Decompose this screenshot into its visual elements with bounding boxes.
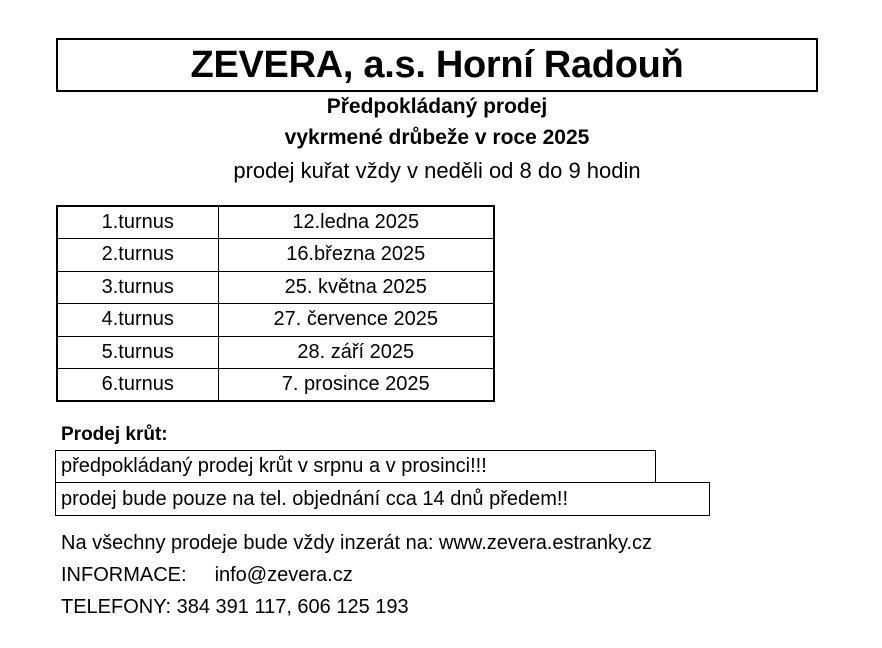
subtitle-line-1: Předpokládaný prodej xyxy=(326,95,548,118)
turnus-cell: 4.turnus xyxy=(57,304,218,337)
table-row xyxy=(57,239,494,272)
info-email: info@zevera.cz xyxy=(214,564,353,586)
company-title-text: ZEVERA, a.s. Horní Radouň xyxy=(190,43,684,86)
date-cell: 27. července 2025 xyxy=(218,304,494,337)
subtitle-line-3: prodej kuřat vždy v neděli od 8 do 9 hodin xyxy=(233,158,641,183)
table-row xyxy=(57,369,494,402)
schedule-table xyxy=(56,205,495,402)
date-cell: 12.ledna 2025 xyxy=(218,206,494,239)
turnus-cell: 6.turnus xyxy=(57,369,218,402)
info-label: INFORMACE: xyxy=(61,564,187,586)
date-cell: 16.března 2025 xyxy=(218,239,494,272)
turkey-sale-label: Prodej krůt: xyxy=(61,424,168,445)
turnus-cell: 3.turnus xyxy=(57,271,218,304)
company-title xyxy=(56,38,818,92)
turnus-cell: 5.turnus xyxy=(57,336,218,369)
phones-line: TELEFONY: 384 391 117, 606 125 193 xyxy=(61,596,409,618)
table-row xyxy=(57,336,494,369)
table-row xyxy=(57,271,494,304)
table-row xyxy=(57,206,494,239)
table-row xyxy=(57,304,494,337)
date-cell: 7. prosince 2025 xyxy=(218,369,494,402)
subtitle-line-2: vykrmené drůbeže v roce 2025 xyxy=(284,126,590,149)
date-cell: 28. září 2025 xyxy=(218,336,494,369)
date-cell: 25. května 2025 xyxy=(218,271,494,304)
website-line: Na všechny prodeje bude vždy inzerát na: www.zevera.estranky.cz xyxy=(61,532,653,554)
info-line xyxy=(61,564,353,587)
turnus-cell: 2.turnus xyxy=(57,239,218,272)
turnus-cell: 1.turnus xyxy=(57,206,218,239)
turkey-note-1: předpokládaný prodej krůt v srpnu a v prosinci!!! xyxy=(55,450,656,483)
turkey-note-2: prodej bude pouze na tel. objednání cca 14 dnů předem!! xyxy=(55,482,710,516)
